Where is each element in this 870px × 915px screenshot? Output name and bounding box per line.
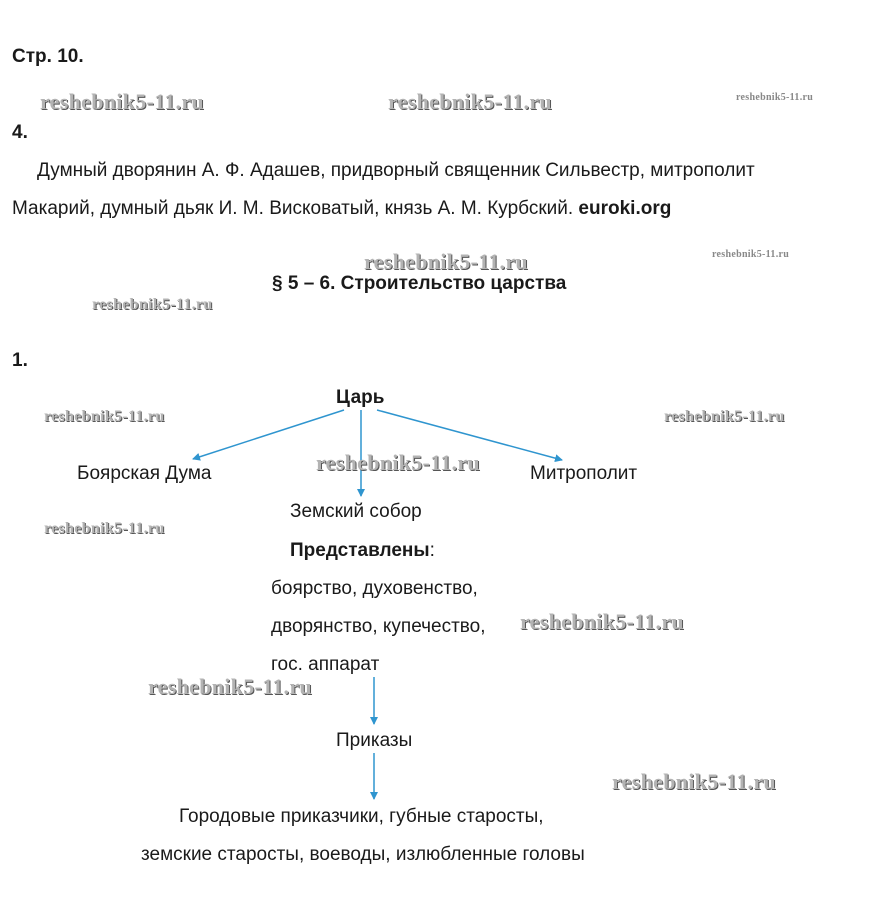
question-number-4: 4. [12, 122, 28, 143]
bottom-line-2: земские старосты, воеводы, излюбленные головы [141, 844, 585, 865]
represented-label: Представлены [290, 540, 430, 561]
represented-line-2: дворянство, купечество, [271, 616, 486, 637]
watermark: reshebnik5-11.ru [712, 249, 790, 260]
site-label: euroki.org [578, 198, 672, 219]
page-label: Стр. 10. [12, 46, 84, 67]
watermark: reshebnik5-11.ru [736, 92, 814, 103]
watermark: reshebnik5-11.ru [40, 89, 204, 114]
node-tsar: Царь [336, 387, 385, 408]
watermark: reshebnik5-11.ru [44, 408, 165, 425]
node-metropolitan: Митрополит [530, 463, 638, 484]
answer-4-text: Макарий, думный дьяк И. М. Висковатый, князь А. М. Курбский. [12, 198, 574, 219]
watermark: reshebnik5-11.ru [44, 520, 165, 537]
node-boyar-duma: Боярская Дума [77, 463, 212, 484]
watermark: reshebnik5-11.ru [148, 674, 312, 699]
watermark: reshebnik5-11.ru [664, 408, 785, 425]
watermark: reshebnik5-11.ru [388, 89, 552, 114]
represented-line-1: боярство, духовенство, [271, 578, 478, 599]
watermark: reshebnik5-11.ru [92, 296, 213, 313]
answer-4-line-1: Думный дворянин А. Ф. Адашев, придворный священник Сильвестр, митрополит [37, 160, 755, 181]
node-prikazy: Приказы [336, 730, 413, 751]
watermark: reshebnik5-11.ru [520, 609, 684, 634]
represented-colon: : [429, 540, 435, 561]
question-number-1: 1. [12, 350, 28, 371]
watermark: reshebnik5-11.ru [316, 450, 480, 475]
represented-line-3: гос. аппарат [271, 654, 380, 675]
node-zemsky-sobor: Земский собор [290, 501, 422, 522]
bottom-line-1: Городовые приказчики, губные старосты, [179, 806, 544, 827]
section-title: § 5 – 6. Строительство царства [272, 273, 567, 294]
watermark: reshebnik5-11.ru [612, 769, 776, 794]
represented-heading [290, 540, 435, 562]
watermark: reshebnik5-11.ru [364, 249, 528, 274]
